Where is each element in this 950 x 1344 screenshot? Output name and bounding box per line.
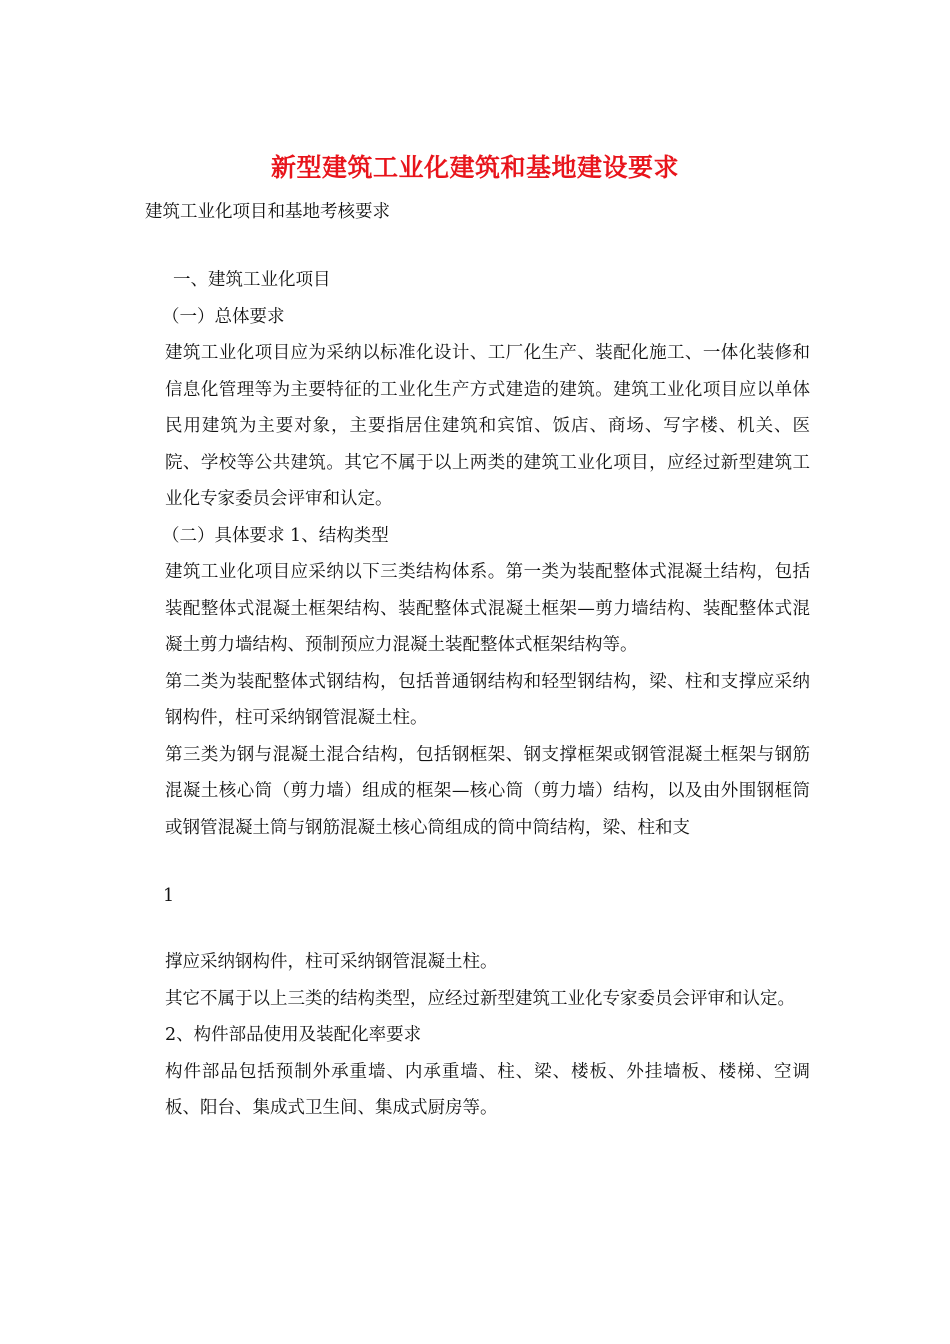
general-requirements-heading: （一）总体要求 bbox=[162, 306, 285, 327]
structure-paragraph-2: 第二类为装配整体式钢结构，包括普通钢结构和轻型钢结构，梁、柱和支撑应采纳钢构件，柱可采纳钢管混凝土柱。 bbox=[165, 671, 810, 728]
structure-paragraph-3: 第三类为钢与混凝土混合结构，包括钢框架、钢支撑框架或钢管混凝土框架与钢筋混凝土核心筒（剪力墙）组成的框架—核心筒（剪力墙）结构，以及由外围钢框筒或钢管混凝土筒与钢筋混凝土核心筒组成的筒中筒结构，梁、柱和支 bbox=[165, 744, 810, 838]
specific-requirements-heading: （二）具体要求 1、结构类型 bbox=[162, 525, 389, 546]
document-subtitle: 建筑工业化项目和基地考核要求 bbox=[145, 202, 390, 222]
continued-paragraph-1: 撑应采纳钢构件，柱可采纳钢管混凝土柱。 bbox=[165, 952, 498, 972]
general-requirements-paragraph: 建筑工业化项目应为采纳以标准化设计、工厂化生产、装配化施工、一体化装修和信息化管理等为主要特征的工业化生产方式建造的建筑。建筑工业化项目应以单体民用建筑为主要对象，主要指居住建筑和宾馆、饭店、商场、写字楼、机关、医院、学校等公共建筑。其它不属于以上两类的建筑工业化项目，应经过新型建筑工业化专家委员会评审和认定。 bbox=[165, 343, 810, 509]
section-heading: 一、建筑工业化项目 bbox=[173, 270, 331, 290]
body-lower bbox=[145, 944, 810, 1127]
document-title: 新型建筑工业化建筑和基地建设要求 bbox=[270, 153, 679, 182]
body-upper bbox=[145, 262, 810, 846]
components-paragraph: 构件部品包括预制外承重墙、内承重墙、柱、梁、楼板、外挂墙板、楼梯、空调板、阳台、集成式卫生间、集成式厨房等。 bbox=[165, 1061, 810, 1118]
continued-paragraph-2: 其它不属于以上三类的结构类型，应经过新型建筑工业化专家委员会评审和认定。 bbox=[165, 988, 795, 1009]
structure-paragraph-1: 建筑工业化项目应采纳以下三类结构体系。第一类为装配整体式混凝土结构，包括装配整体式混凝土框架结构、装配整体式混凝土框架—剪力墙结构、装配整体式混凝土剪力墙结构、预制预应力混凝土装配整体式框架结构等。 bbox=[165, 562, 810, 655]
page-number: 1 bbox=[163, 886, 175, 906]
components-heading: 2、构件部品使用及装配化率要求 bbox=[165, 1025, 422, 1045]
